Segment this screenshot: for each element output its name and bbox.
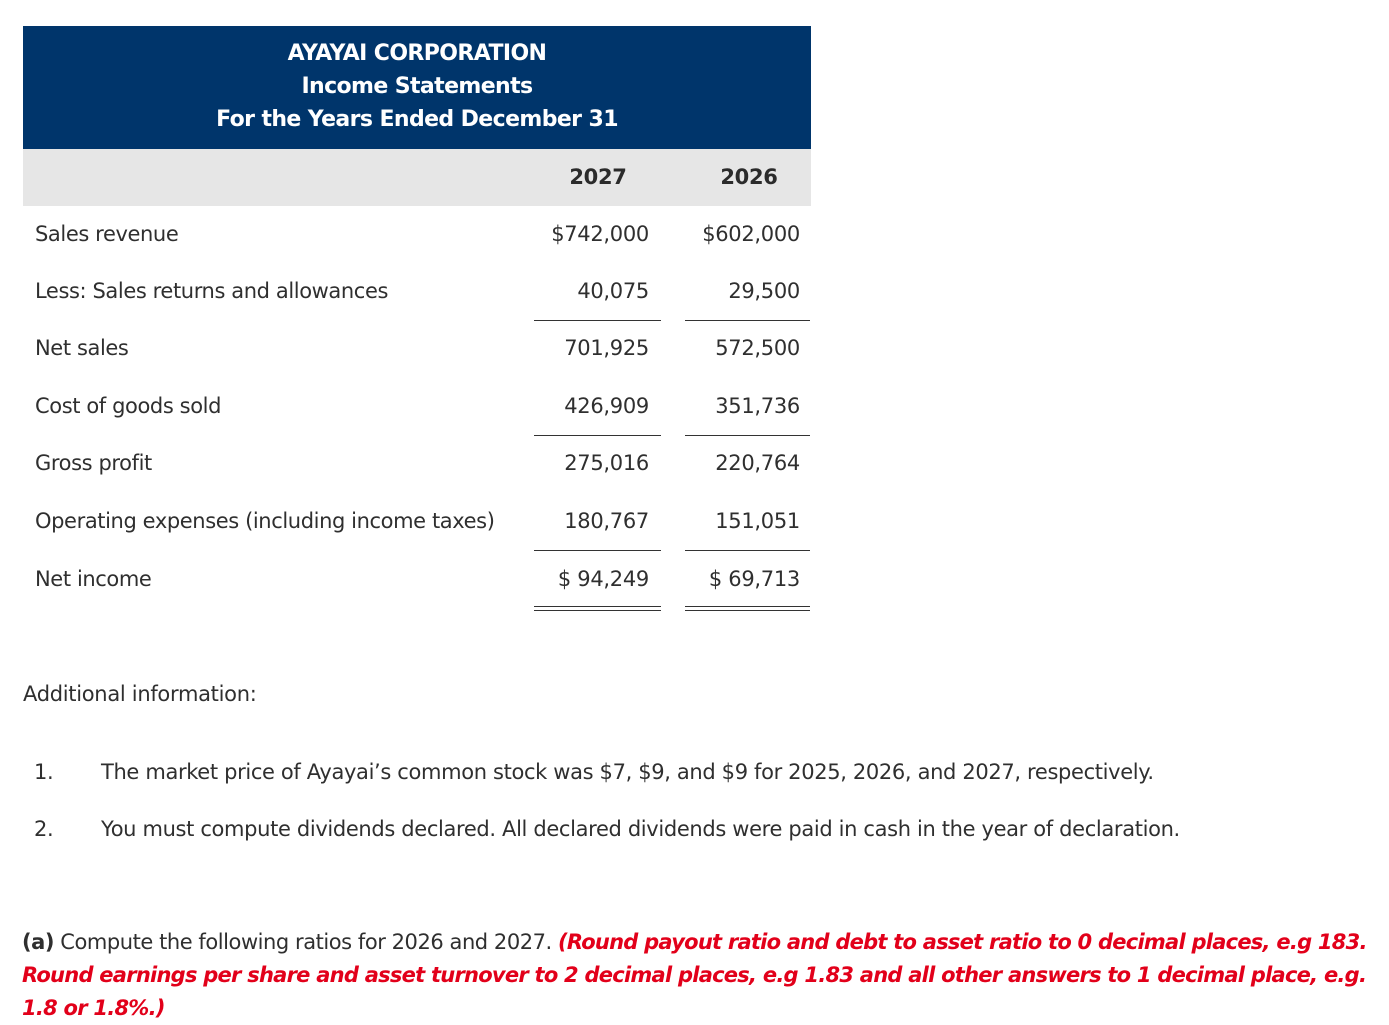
income-statement [23, 26, 811, 591]
table-row [23, 206, 811, 263]
table-row [23, 378, 811, 435]
table-row [23, 435, 811, 492]
value-2027: $742,000 [551, 222, 649, 246]
value-2027: 40,075 [577, 279, 649, 303]
company-name: AYAYAI CORPORATION [287, 41, 547, 66]
row-label: Net sales [35, 336, 129, 360]
table-row [23, 320, 811, 377]
value-2027: 275,016 [564, 451, 649, 475]
column-header-row [23, 149, 811, 206]
statement-title: Income Statements [301, 74, 533, 99]
total-double-rule [685, 606, 810, 611]
value-2026: 351,736 [715, 394, 800, 418]
value-2026: $602,000 [702, 222, 800, 246]
value-2026: 220,764 [715, 451, 800, 475]
list-item-text: You must compute dividends declared. All declared dividends were paid in cash in the year of declaration. [101, 817, 1180, 841]
column-header-2026: 2026 [720, 165, 778, 189]
list-item-text: The market price of Ayayai’s common stock was $7, $9, and $9 for 2025, 2026, and 2027, respectively. [101, 760, 1154, 784]
table-row [23, 551, 811, 608]
statement-header [23, 26, 811, 149]
value-2027: 180,767 [564, 509, 649, 533]
table-row [23, 493, 811, 550]
value-2026: 29,500 [728, 279, 800, 303]
row-label: Operating expenses (including income taxes) [35, 509, 495, 533]
statement-period: For the Years Ended December 31 [216, 107, 618, 132]
question-label: (a) [22, 930, 55, 954]
row-label: Less: Sales returns and allowances [35, 279, 389, 303]
value-2027: $ 94,249 [557, 567, 649, 591]
value-2026: $ 69,713 [708, 567, 800, 591]
row-label: Sales revenue [35, 222, 179, 246]
value-2026: 572,500 [715, 336, 800, 360]
row-label: Net income [35, 567, 152, 591]
column-header-2027: 2027 [569, 165, 627, 189]
additional-info-heading: Additional information: [23, 682, 257, 706]
row-label: Cost of goods sold [35, 394, 222, 418]
value-2027: 701,925 [564, 336, 649, 360]
list-item-number: 2. [34, 817, 54, 841]
rounding-instruction: (Round payout ratio and debt to asset ratio to 0 decimal places, e.g 183. Round earnings per share and asset turnover to 2 decimal places, e.g 1.83 and all other answers to 1 decimal place, e.g. 1.8 or 1.8%.) [22, 930, 1367, 1020]
total-double-rule [534, 606, 661, 611]
table-row [23, 263, 811, 320]
list-item-number: 1. [34, 760, 54, 784]
row-label: Gross profit [35, 451, 152, 475]
value-2027: 426,909 [564, 394, 649, 418]
question-text: Compute the following ratios for 2026 and 2027. [54, 930, 558, 954]
value-2026: 151,051 [715, 509, 800, 533]
question-prompt [22, 926, 1367, 1025]
